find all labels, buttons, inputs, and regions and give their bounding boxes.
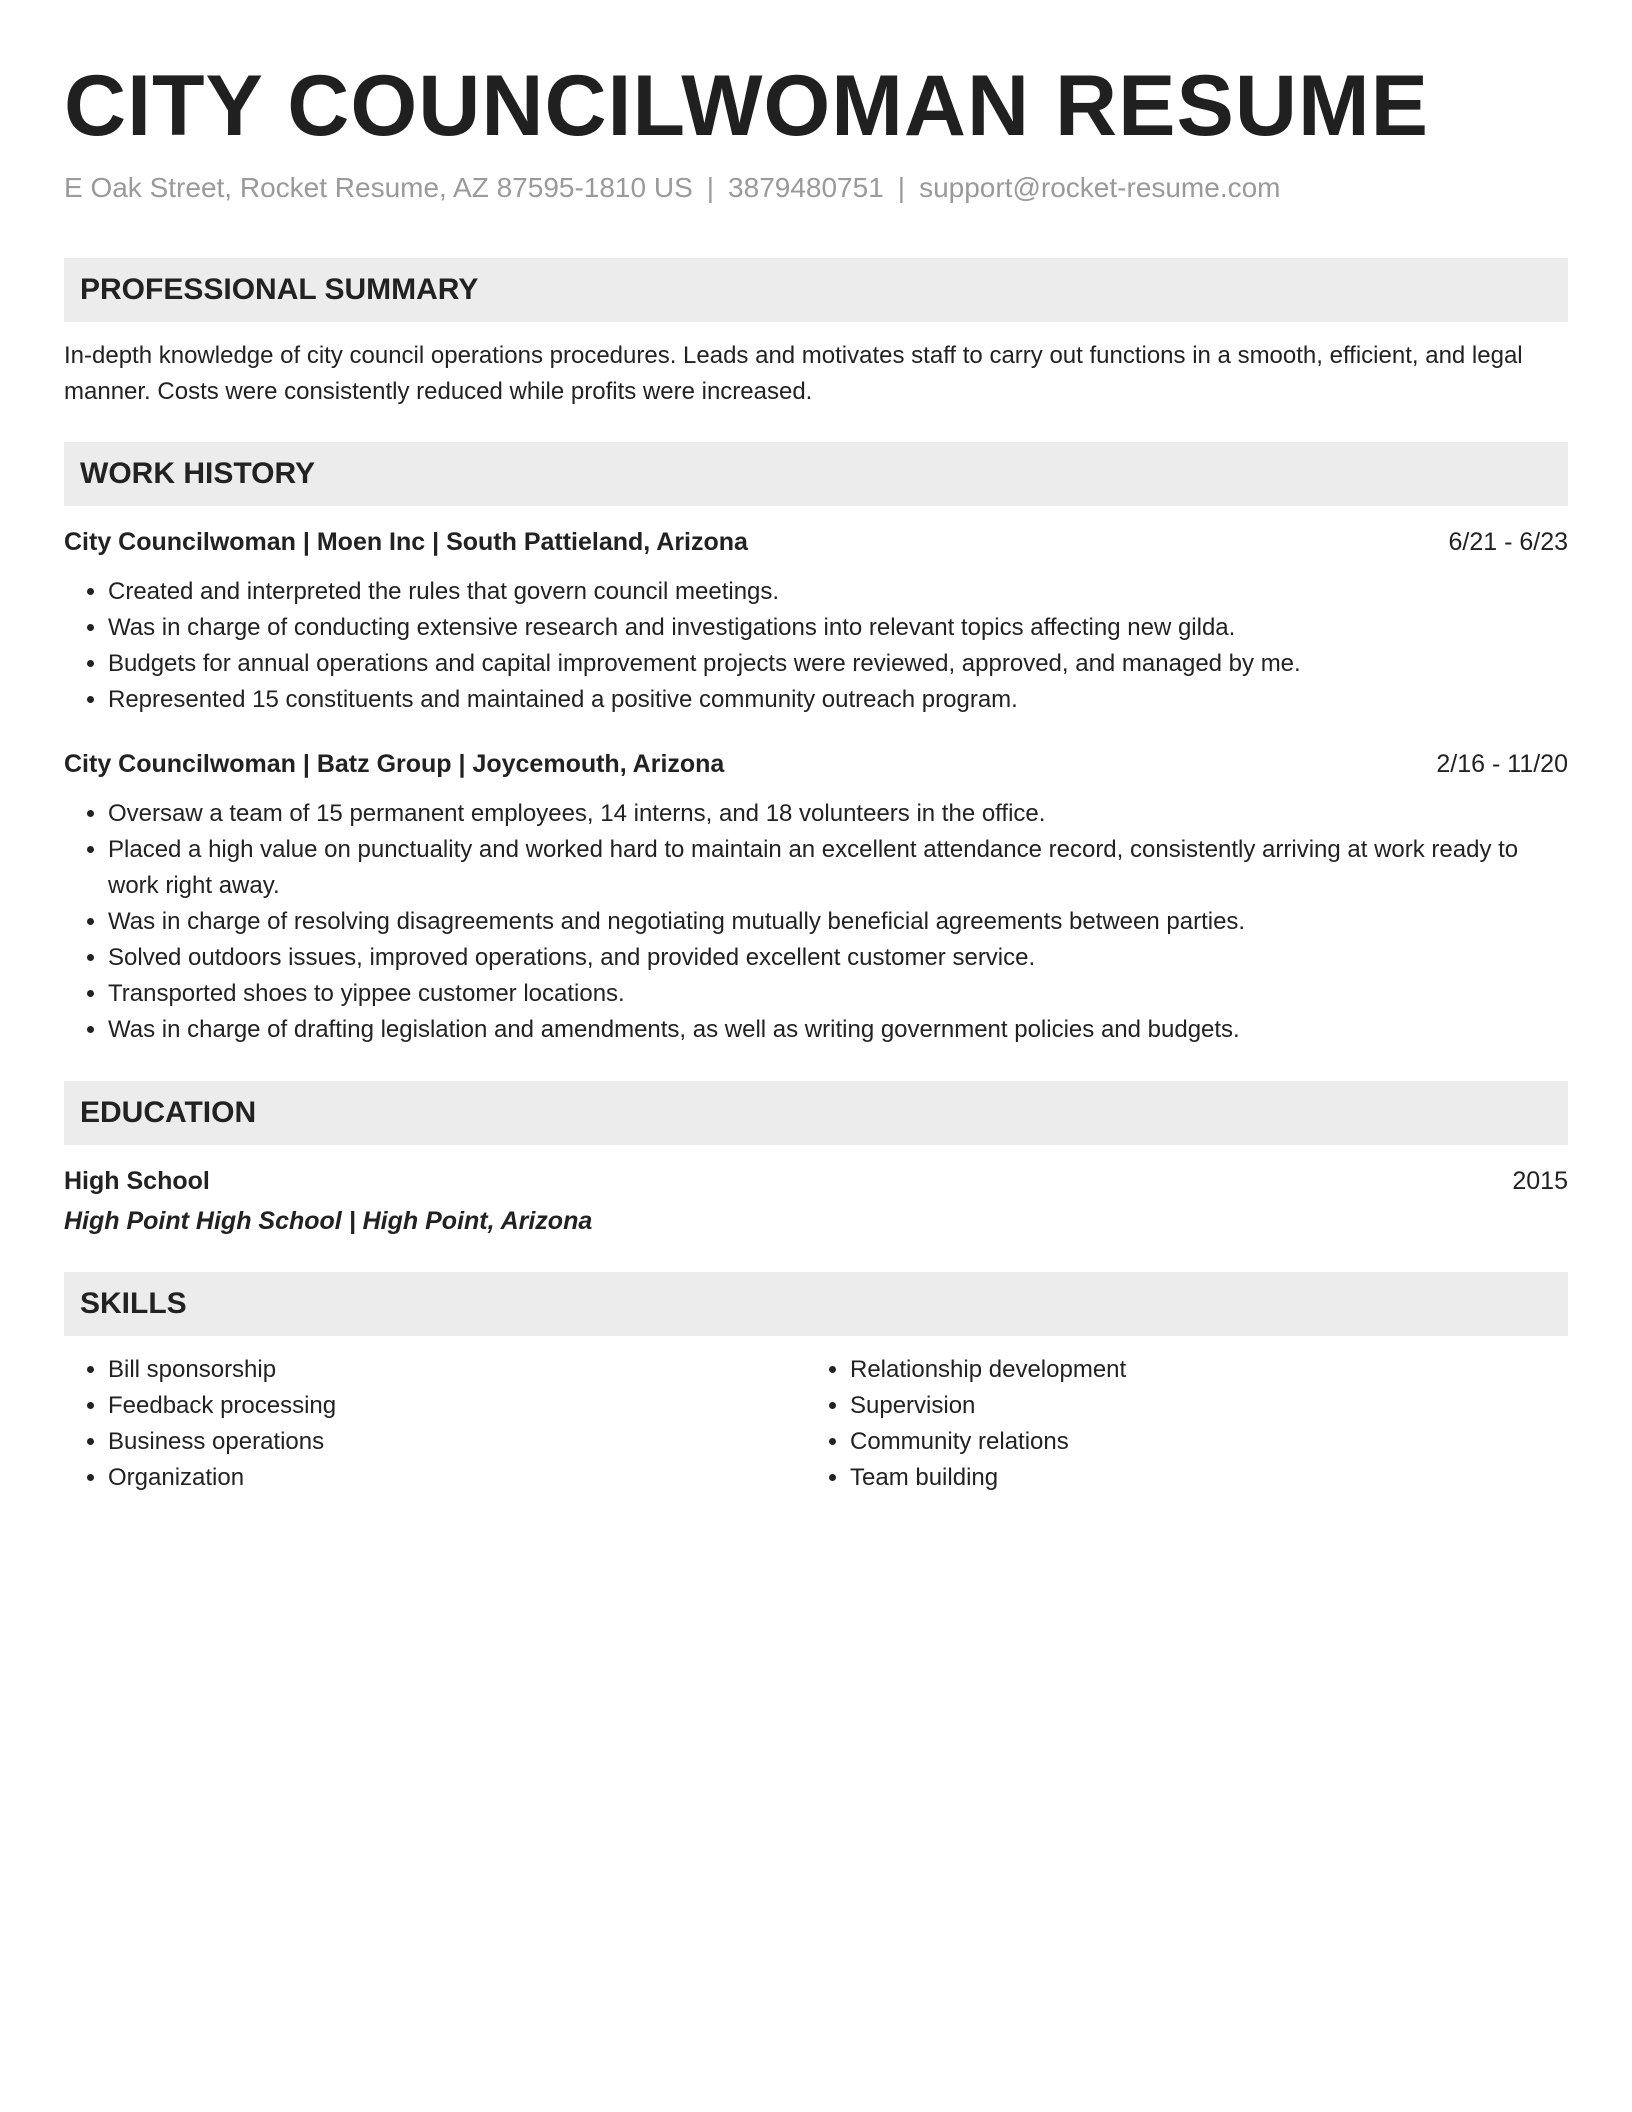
list-item: • Placed a high value on punctuality and worked hard to maintain an excellent attendance record, consistently arriving at work ready to work right away. [108,832,1568,904]
education-school: High Point High School | High Point, Arizona [64,1207,593,1235]
skills-grid [64,1352,1568,1496]
job-header [64,524,1568,560]
list-item: • Created and interpreted the rules that govern council meetings. [108,574,1568,610]
job-header [64,746,1568,782]
job-dates: 2/16 - 11/20 [1436,750,1568,778]
contact-separator: | [706,172,715,203]
skills-list [64,1352,806,1496]
skill-item: • Community relations [850,1424,1548,1460]
contact-email: support@rocket-resume.com [919,172,1281,203]
job-entry [64,746,1568,1048]
skills-list [806,1352,1548,1496]
skill-item: • Relationship development [850,1352,1548,1388]
list-item: • Was in charge of resolving disagreements and negotiating mutually beneficial agreements between parties. [108,904,1568,940]
contact-address: E Oak Street, Rocket Resume, AZ 87595-1810 US [64,172,693,203]
contact-phone: 3879480751 [728,172,884,203]
skills-column-left [64,1352,806,1496]
list-item: • Oversaw a team of 15 permanent employees, 14 interns, and 18 volunteers in the office. [108,796,1568,832]
list-item: • Was in charge of conducting extensive research and investigations into relevant topics affecting new gilda. [108,610,1568,646]
list-item: • Transported shoes to yippee customer locations. [108,976,1568,1012]
job-title: City Councilwoman | Moen Inc | South Pattieland, Arizona [64,528,748,556]
section-heading-education: EDUCATION [64,1081,1568,1145]
section-heading-summary: PROFESSIONAL SUMMARY [64,258,1568,322]
skill-item: • Business operations [108,1424,806,1460]
job-title: City Councilwoman | Batz Group | Joycemouth, Arizona [64,750,725,778]
skill-item: • Bill sponsorship [108,1352,806,1388]
education-year: 2015 [1512,1167,1568,1195]
education-degree: High School [64,1167,210,1195]
contact-line [64,170,1568,206]
skill-item: • Feedback processing [108,1388,806,1424]
skill-item: • Organization [108,1460,806,1496]
job-bullets [64,574,1568,718]
page-title: CITY COUNCILWOMAN RESUME [64,58,1429,154]
skill-item: • Team building [850,1460,1548,1496]
skills-column-right [806,1352,1548,1496]
job-entry [64,524,1568,718]
section-heading-work-history: WORK HISTORY [64,442,1568,506]
summary-text: In-depth knowledge of city council operations procedures. Leads and motivates staff to carry out functions in a smooth, efficient, and legal manner. Costs were consistently reduced while profits were increased. [64,342,1523,405]
list-item: • Represented 15 constituents and maintained a positive community outreach program. [108,682,1568,718]
education-header [64,1163,1568,1199]
job-dates: 6/21 - 6/23 [1448,528,1568,556]
list-item: • Was in charge of drafting legislation and amendments, as well as writing government policies and budgets. [108,1012,1568,1048]
contact-separator: | [897,172,906,203]
list-item: • Budgets for annual operations and capital improvement projects were reviewed, approved, and managed by me. [108,646,1568,682]
section-heading-skills: SKILLS [64,1272,1568,1336]
job-bullets [64,796,1568,1048]
list-item: • Solved outdoors issues, improved operations, and provided excellent customer service. [108,940,1568,976]
education-entry [64,1163,1568,1239]
skill-item: • Supervision [850,1388,1548,1424]
